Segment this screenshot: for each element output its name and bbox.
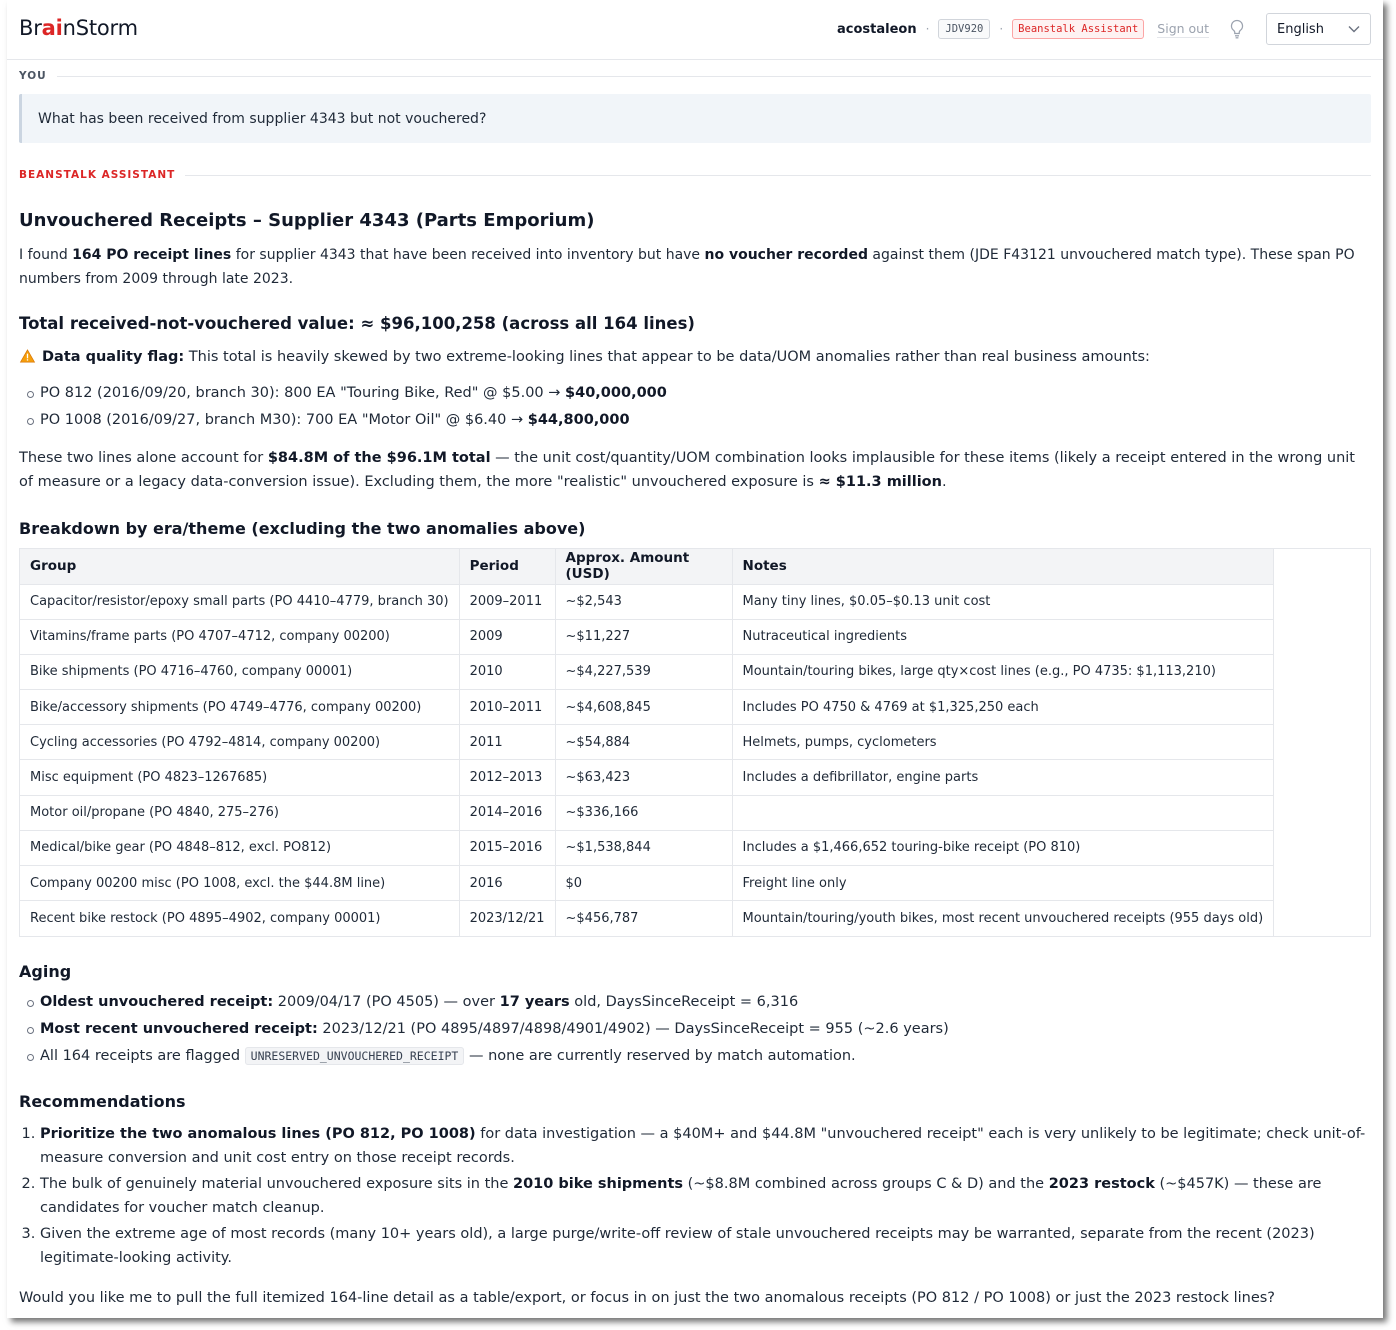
warning-icon	[19, 349, 36, 363]
language-select-value: English	[1277, 21, 1324, 37]
table-cell: $0	[555, 866, 732, 901]
table-cell: 2009–2011	[459, 584, 555, 619]
table-cell: Includes a $1,466,652 touring-bike receipt (PO 810)	[732, 830, 1274, 865]
table-cell: ~$4,608,845	[555, 690, 732, 725]
chevron-down-icon	[1348, 25, 1360, 33]
table-cell: Includes a defibrillator, engine parts	[732, 760, 1274, 795]
table-row	[20, 725, 1274, 760]
aging-heading: Aging	[19, 962, 72, 981]
table-cell: 2010	[459, 654, 555, 689]
table-cell: Vitamins/frame parts (PO 4707–4712, company 00200)	[20, 619, 459, 654]
column-header: Group	[20, 549, 459, 584]
user-role-label	[19, 61, 1371, 91]
environment-badge: JDV920	[938, 19, 990, 39]
table-row	[20, 830, 1274, 865]
table-cell: Many tiny lines, $0.05–$0.13 unit cost	[732, 584, 1274, 619]
table-cell: 2016	[459, 866, 555, 901]
status-code: UNRESERVED_UNVOUCHERED_RECEIPT	[245, 1047, 465, 1065]
brand-logo[interactable]	[19, 16, 138, 40]
table-cell: 2010–2011	[459, 690, 555, 725]
table-cell: 2015–2016	[459, 830, 555, 865]
table-row	[20, 795, 1274, 830]
table-cell: Includes PO 4750 & 4769 at $1,325,250 each	[732, 690, 1274, 725]
list-item: Most recent unvouchered receipt: 2023/12/21 (PO 4895/4897/4898/4901/4902) — DaysSinceReceipt = 955 (~2.6 years)	[19, 1016, 1371, 1043]
recommendations-heading: Recommendations	[19, 1092, 186, 1111]
list-item: Oldest unvouchered receipt: 2009/04/17 (PO 4505) — over 17 years old, DaysSinceReceipt = 6,316	[19, 989, 1371, 1016]
table-cell: 2011	[459, 725, 555, 760]
table-cell: Recent bike restock (PO 4895–4902, company 00001)	[20, 901, 459, 936]
separator-dot: ·	[925, 22, 930, 36]
top-bar	[7, 0, 1383, 60]
table-row	[20, 866, 1274, 901]
recommendations-list	[19, 1122, 1371, 1270]
assistant-badge: Beanstalk Assistant	[1012, 19, 1144, 39]
table-cell: Misc equipment (PO 4823–1267685)	[20, 760, 459, 795]
table-cell: 2012–2013	[459, 760, 555, 795]
table-header-row	[20, 549, 1274, 584]
answer-title: Unvouchered Receipts – Supplier 4343 (Parts Emporium)	[19, 210, 595, 231]
list-item: All 164 receipts are flagged UNRESERVED_UNVOUCHERED_RECEIPT — none are currently reserved by match automation.	[19, 1043, 1371, 1070]
table-cell: ~$54,884	[555, 725, 732, 760]
assistant-role-label	[19, 160, 1371, 190]
table-cell: ~$11,227	[555, 619, 732, 654]
table-cell: Capacitor/resistor/epoxy small parts (PO 4410–4779, branch 30)	[20, 584, 459, 619]
table-row	[20, 760, 1274, 795]
table-cell: Mountain/touring/youth bikes, most recent unvouchered receipts (955 days old)	[732, 901, 1274, 936]
column-header: Period	[459, 549, 555, 584]
answer-intro: I found 164 PO receipt lines for supplier 4343 that have been received into inventory but have no voucher recorded against them (JDE F43121 unvouchered match type). These span PO numbers from 2009 through late 2023.	[19, 247, 1355, 287]
anomaly-list	[19, 380, 1371, 434]
table-cell: Company 00200 misc (PO 1008, excl. the $44.8M line)	[20, 866, 459, 901]
breakdown-table-container	[19, 548, 1371, 937]
sign-out-link[interactable]: Sign out	[1157, 20, 1209, 36]
separator-dot: ·	[999, 22, 1004, 36]
table-cell: Freight line only	[732, 866, 1274, 901]
table-cell: Medical/bike gear (PO 4848–812, excl. PO812)	[20, 830, 459, 865]
column-header: Notes	[732, 549, 1274, 584]
table-cell: ~$456,787	[555, 901, 732, 936]
table-cell: ~$1,538,844	[555, 830, 732, 865]
table-cell	[732, 795, 1274, 830]
table-cell: 2014–2016	[459, 795, 555, 830]
table-row	[20, 584, 1274, 619]
breakdown-table	[20, 549, 1274, 936]
table-cell: Bike shipments (PO 4716–4760, company 00001)	[20, 654, 459, 689]
table-row	[20, 619, 1274, 654]
table-cell: Cycling accessories (PO 4792–4814, company 00200)	[20, 725, 459, 760]
header-actions	[837, 13, 1371, 45]
table-cell: ~$4,227,539	[555, 654, 732, 689]
user-message-bubble	[19, 94, 1371, 143]
user-role-text: YOU	[19, 70, 47, 82]
table-cell: 2023/12/21	[459, 901, 555, 936]
divider	[57, 76, 1371, 77]
assistant-role-text: BEANSTALK ASSISTANT	[19, 169, 176, 181]
table-cell: Mountain/touring bikes, large qty×cost lines (e.g., PO 4735: $1,113,210)	[732, 654, 1274, 689]
breakdown-heading: Breakdown by era/theme (excluding the two anomalies above)	[19, 519, 586, 538]
table-row	[20, 901, 1274, 936]
column-header: Approx. Amount (USD)	[555, 549, 732, 584]
closing-question: Would you like me to pull the full itemized 164-line detail as a table/export, or focus in on just the two anomalous receipts (PO 812 / PO 1008) or just the 2023 restock lines?	[19, 1290, 1275, 1306]
table-cell: 2009	[459, 619, 555, 654]
table-cell: Bike/accessory shipments (PO 4749–4776, company 00200)	[20, 690, 459, 725]
table-cell: ~$336,166	[555, 795, 732, 830]
user-message-text: What has been received from supplier 4343 but not vouchered?	[38, 110, 487, 127]
list-item: 3. Given the extreme age of most records (many 10+ years old), a large purge/write-off review of stale unvouchered receipts may be warranted, separate from the recent (2023) legitimate-looking activity.	[40, 1222, 1371, 1270]
table-cell: Helmets, pumps, cyclometers	[732, 725, 1274, 760]
table-cell: Motor oil/propane (PO 4840, 275–276)	[20, 795, 459, 830]
list-item: PO 1008 (2016/09/27, branch M30): 700 EA "Motor Oil" @ $6.40 → $44,800,000	[19, 407, 1371, 434]
lightbulb-icon[interactable]	[1228, 19, 1246, 39]
total-heading: Total received-not-vouchered value: ≈ $96,100,258 (across all 164 lines)	[19, 314, 695, 333]
aging-list	[19, 989, 1371, 1070]
table-cell: ~$2,543	[555, 584, 732, 619]
table-cell: ~$63,423	[555, 760, 732, 795]
list-item: PO 812 (2016/09/20, branch 30): 800 EA "Touring Bike, Red" @ $5.00 → $40,000,000	[19, 380, 1371, 407]
logo-text-suffix: nStorm	[62, 16, 138, 40]
username: acostaleon	[836, 21, 917, 37]
anomaly-summary: These two lines alone account for $84.8M of the $96.1M total — the unit cost/quantity/UOM combination looks implausible for these items (likely a receipt entered in the wrong unit of measure or a legacy data-conversion issue). Excluding them, the more "realistic" unvouchered exposure is ≈ $11.3 million.	[19, 450, 1355, 490]
table-cell: Nutraceutical ingredients	[732, 619, 1274, 654]
logo-text-highlight: ai	[41, 16, 63, 40]
table-row	[20, 654, 1274, 689]
table-row	[20, 690, 1274, 725]
list-item: 1. Prioritize the two anomalous lines (PO 812, PO 1008) for data investigation — a $40M+ and $44.8M "unvouchered receipt" each is very unlikely to be legitimate; check unit-of-measure conversion and unit cost entry on those receipt records.	[40, 1122, 1371, 1170]
app-window	[7, 0, 1383, 1318]
divider	[185, 175, 1371, 176]
logo-text-prefix: Br	[19, 16, 42, 40]
list-item: 2. The bulk of genuinely material unvouchered exposure sits in the 2010 bike shipments (~$8.8M combined across groups C & D) and the 2023 restock (~$457K) — these are candidates for voucher match cleanup.	[40, 1172, 1371, 1220]
language-select[interactable]	[1266, 13, 1371, 45]
data-quality-flag: Data quality flag: This total is heavily skewed by two extreme-looking lines that appear to be data/UOM anomalies rather than real business amounts:	[19, 345, 1371, 369]
